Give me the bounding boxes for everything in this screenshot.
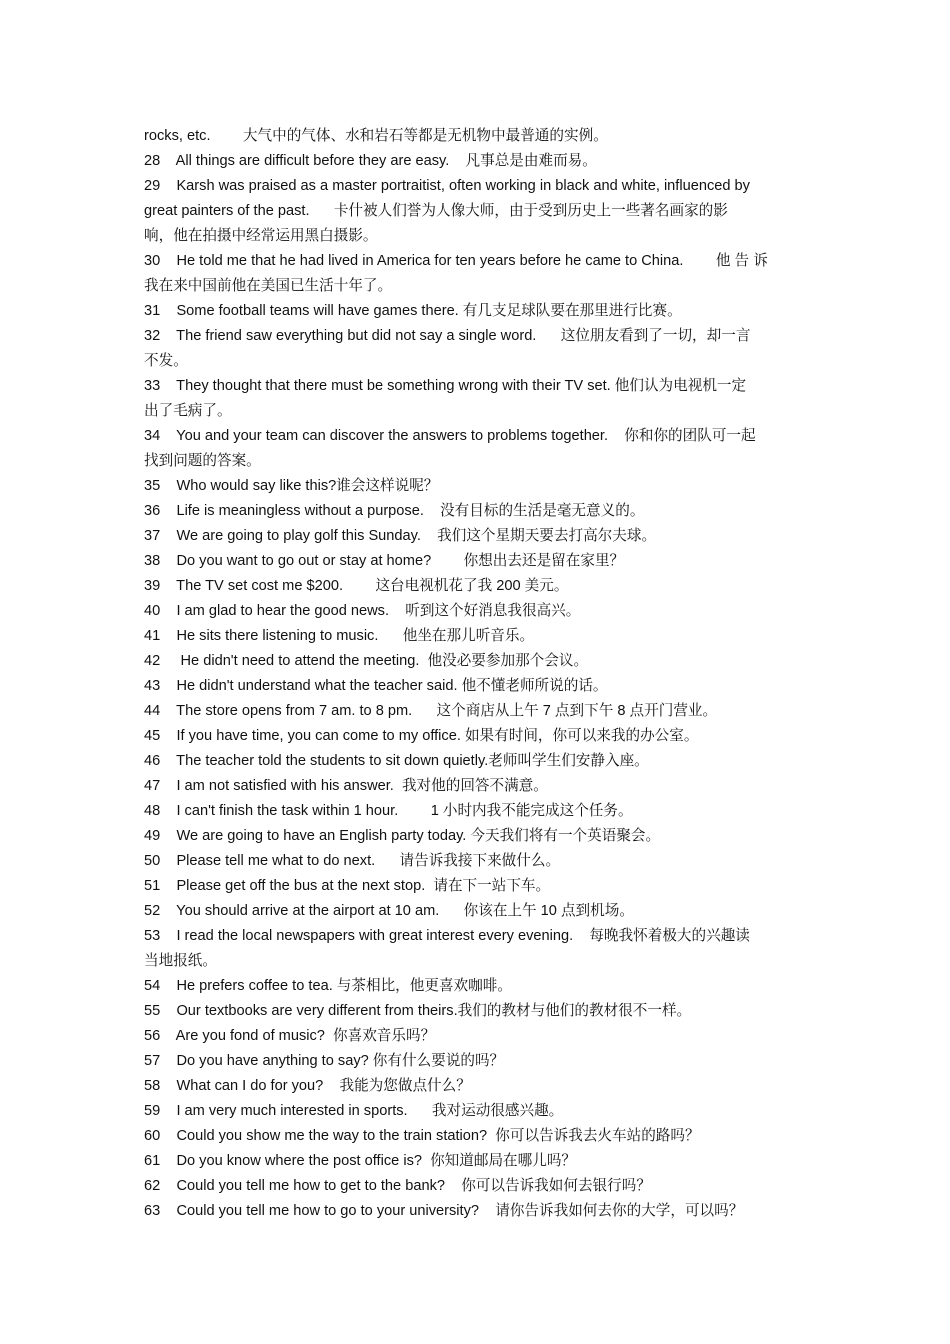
text-line: 40 I am glad to hear the good news. 听到这个好消息我很高兴。 bbox=[144, 603, 581, 619]
text-line: 29 Karsh was praised as a master portraitist, often working in black and white, influenced by bbox=[144, 178, 750, 194]
text-line: 48 I can't finish the task within 1 hour. 1 小时内我不能完成这个任务。 bbox=[144, 803, 633, 819]
text-line: 62 Could you tell me how to get to the bank? 你可以告诉我如何去银行吗？ bbox=[144, 1178, 651, 1194]
text-line: 60 Could you show me the way to the train station? 你可以告诉我去火车站的路吗？ bbox=[144, 1128, 700, 1144]
text-line: rocks, etc. 大气中的气体、水和岩石等都是无机物中最普通的实例。 bbox=[144, 128, 608, 144]
text-line: 31 Some football teams will have games there. 有几支足球队要在那里进行比赛。 bbox=[144, 303, 682, 319]
text-line: 49 We are going to have an English party today. 今天我们将有一个英语聚会。 bbox=[144, 828, 661, 844]
text-line: 59 I am very much interested in sports. 我对运动很感兴趣。 bbox=[144, 1103, 564, 1119]
text-line: 47 I am not satisfied with his answer. 我对他的回答不满意。 bbox=[144, 778, 548, 794]
text-line: 58 What can I do for you? 我能为您做点什么？ bbox=[144, 1078, 471, 1094]
text-line: 36 Life is meaningless without a purpose. 没有目标的生活是毫无意义的。 bbox=[144, 503, 645, 519]
text-line: 我在来中国前他在美国已生活十年了。 bbox=[144, 278, 393, 294]
text-line: 52 You should arrive at the airport at 10 am. 你该在上午 10 点到机场。 bbox=[144, 903, 634, 919]
text-line: 38 Do you want to go out or stay at home? 你想出去还是留在家里？ bbox=[144, 553, 625, 569]
text-line: 41 He sits there listening to music. 他坐在那儿听音乐。 bbox=[144, 628, 535, 644]
text-line: 55 Our textbooks are very different from theirs.我们的教材与他们的教材很不一样。 bbox=[144, 1003, 692, 1019]
text-line: 63 Could you tell me how to go to your university? 请你告诉我如何去你的大学，可以吗？ bbox=[144, 1203, 744, 1219]
text-line: 46 The teacher told the students to sit down quietly.老师叫学生们安静入座。 bbox=[144, 753, 649, 769]
text-line: 56 Are you fond of music? 你喜欢音乐吗？ bbox=[144, 1028, 436, 1044]
text-line: 34 You and your team can discover the answers to problems together. 你和你的团队可一起 bbox=[144, 428, 756, 444]
text-line: 28 All things are difficult before they are easy. 凡事总是由难而易。 bbox=[144, 153, 597, 169]
text-line: 当地报纸。 bbox=[144, 953, 217, 969]
text-line: 44 The store opens from 7 am. to 8 pm. 这个商店从上午 7 点到下午 8 点开门营业。 bbox=[144, 703, 718, 719]
text-line: 37 We are going to play golf this Sunday. 我们这个星期天要去打高尔夫球。 bbox=[144, 528, 657, 544]
text-line: 找到问题的答案。 bbox=[144, 453, 261, 469]
text-line: 57 Do you have anything to say? 你有什么要说的吗？ bbox=[144, 1053, 505, 1069]
text-line: 32 The friend saw everything but did not say a single word. 这位朋友看到了一切，却一言 bbox=[144, 328, 751, 344]
text-line: 不发。 bbox=[144, 353, 188, 369]
text-line: 42 He didn't need to attend the meeting. 他没必要参加那个会议。 bbox=[144, 653, 589, 669]
text-line: 39 The TV set cost me $200. 这台电视机花了我 200 美元。 bbox=[144, 578, 569, 594]
text-line: 响，他在拍摄中经常运用黑白摄影。 bbox=[144, 228, 378, 244]
text-line: great painters of the past. 卡什被人们誉为人像大师，由于受到历史上一些著名画家的影 bbox=[144, 203, 728, 219]
sentence-list bbox=[144, 124, 806, 1224]
text-line: 出了毛病了。 bbox=[144, 403, 232, 419]
text-line: 35 Who would say like this?谁会这样说呢？ bbox=[144, 478, 439, 494]
text-line: 51 Please get off the bus at the next stop. 请在下一站下车。 bbox=[144, 878, 551, 894]
text-line: 30 He told me that he had lived in America for ten years before he came to China. 他 告 诉 bbox=[144, 253, 768, 269]
text-line: 61 Do you know where the post office is? 你知道邮局在哪儿吗？ bbox=[144, 1153, 577, 1169]
text-line: 33 They thought that there must be something wrong with their TV set. 他们认为电视机一定 bbox=[144, 378, 747, 394]
text-line: 53 I read the local newspapers with great interest every evening. 每晚我怀着极大的兴趣读 bbox=[144, 928, 750, 944]
text-line: 50 Please tell me what to do next. 请告诉我接下来做什么。 bbox=[144, 853, 561, 869]
text-line: 45 If you have time, you can come to my office. 如果有时间，你可以来我的办公室。 bbox=[144, 728, 699, 744]
text-line: 43 He didn't understand what the teacher said. 他不懂老师所说的话。 bbox=[144, 678, 608, 694]
text-line: 54 He prefers coffee to tea. 与茶相比，他更喜欢咖啡。 bbox=[144, 978, 512, 994]
